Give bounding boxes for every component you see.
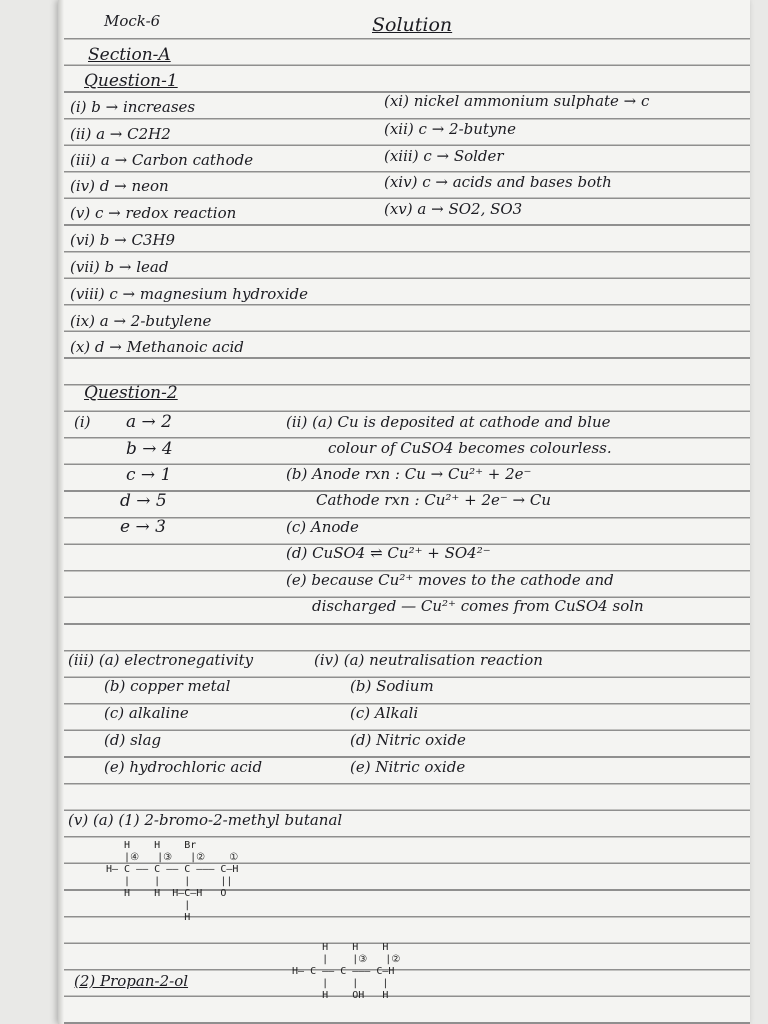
q2-ii-b-anode: (b) Anode rxn : Cu → Cu²⁺ + 2e⁻	[286, 465, 532, 483]
section-heading: Section-A	[88, 45, 171, 65]
q2-ii-a-line1: (ii) (a) Cu is deposited at cathode and blue	[286, 413, 611, 431]
q1-answer-xiii: (xiii) c → Solder	[384, 147, 504, 165]
q1-answer-vii: (vii) b → lead	[70, 258, 169, 276]
q2-v-item-2: (2) Propan-2-ol	[74, 972, 189, 990]
q1-answer-ix: (ix) a → 2-butylene	[70, 312, 212, 330]
q1-answer-xi: (xi) nickel ammonium sulphate → c	[384, 92, 650, 110]
q1-answer-iii: (iii) a → Carbon cathode	[70, 151, 254, 169]
q2-iii-c: (c) alkaline	[104, 704, 189, 722]
q2-i-label: (i)	[74, 413, 91, 431]
q2-iii-e: (e) hydrochloric acid	[104, 758, 263, 776]
q1-answer-xii: (xii) c → 2-butyne	[384, 120, 516, 138]
q2-ii-e-line2: discharged — Cu²⁺ comes from CuSO4 soln	[312, 597, 644, 615]
q2-iii-d: (d) slag	[104, 731, 162, 749]
structure-propan-2-ol: H H H | |③ |② H— C —— C ——— C—H | | | H OH H	[292, 942, 401, 1001]
q2-iv-c: (c) Alkali	[350, 704, 419, 722]
q1-answer-v: (v) c → redox reaction	[70, 204, 237, 222]
q2-match-c: c → 1	[126, 465, 172, 485]
q1-answer-xv: (xv) a → SO2, SO3	[384, 200, 523, 218]
q2-v-heading: (v) (a) (1) 2-bromo-2-methyl butanal	[68, 811, 343, 829]
q1-answer-vi: (vi) b → C3H9	[70, 231, 176, 249]
q1-answer-viii: (viii) c → magnesium hydroxide	[70, 285, 308, 303]
q1-answer-ii: (ii) a → C2H2	[70, 125, 171, 143]
q2-ii-e-line1: (e) because Cu²⁺ moves to the cathode and	[286, 571, 614, 589]
q2-iii-a: (iii) (a) electronegativity	[68, 651, 254, 669]
q1-answer-x: (x) d → Methanoic acid	[70, 338, 244, 356]
question-2-heading: Question-2	[84, 383, 178, 403]
structure-2-bromo-2-methyl-butanal: H H Br |④ |③ |② ① H— C —— C —— C ——— C—H | | | || H H H—C—H O | H	[106, 840, 239, 923]
q2-ii-d: (d) CuSO4 ⇌ Cu²⁺ + SO4²⁻	[286, 544, 491, 562]
question-1-heading: Question-1	[84, 71, 178, 91]
q2-iv-e: (e) Nitric oxide	[350, 758, 466, 776]
q2-ii-c: (c) Anode	[286, 518, 359, 536]
q2-iv-d: (d) Nitric oxide	[350, 731, 466, 749]
q1-answer-i: (i) b → increases	[70, 98, 196, 116]
q1-answer-iv: (iv) d → neon	[70, 177, 169, 195]
q2-ii-b-cathode: Cathode rxn : Cu²⁺ + 2e⁻ → Cu	[316, 491, 552, 509]
notebook-page	[58, 0, 750, 1024]
page-title: Solution	[372, 14, 453, 36]
q2-iv-b: (b) Sodium	[350, 677, 434, 695]
q2-match-e: e → 3	[120, 517, 166, 537]
q2-ii-a-line2: colour of CuSO4 becomes colourless.	[328, 439, 612, 457]
q2-match-a: a → 2	[126, 412, 173, 432]
q2-iii-b: (b) copper metal	[104, 677, 231, 695]
mock-label: Mock-6	[104, 12, 161, 30]
q2-match-b: b → 4	[126, 439, 173, 459]
q2-match-d: d → 5	[120, 491, 167, 511]
q1-answer-xiv: (xiv) c → acids and bases both	[384, 173, 612, 191]
q2-iv-a: (iv) (a) neutralisation reaction	[314, 651, 543, 669]
